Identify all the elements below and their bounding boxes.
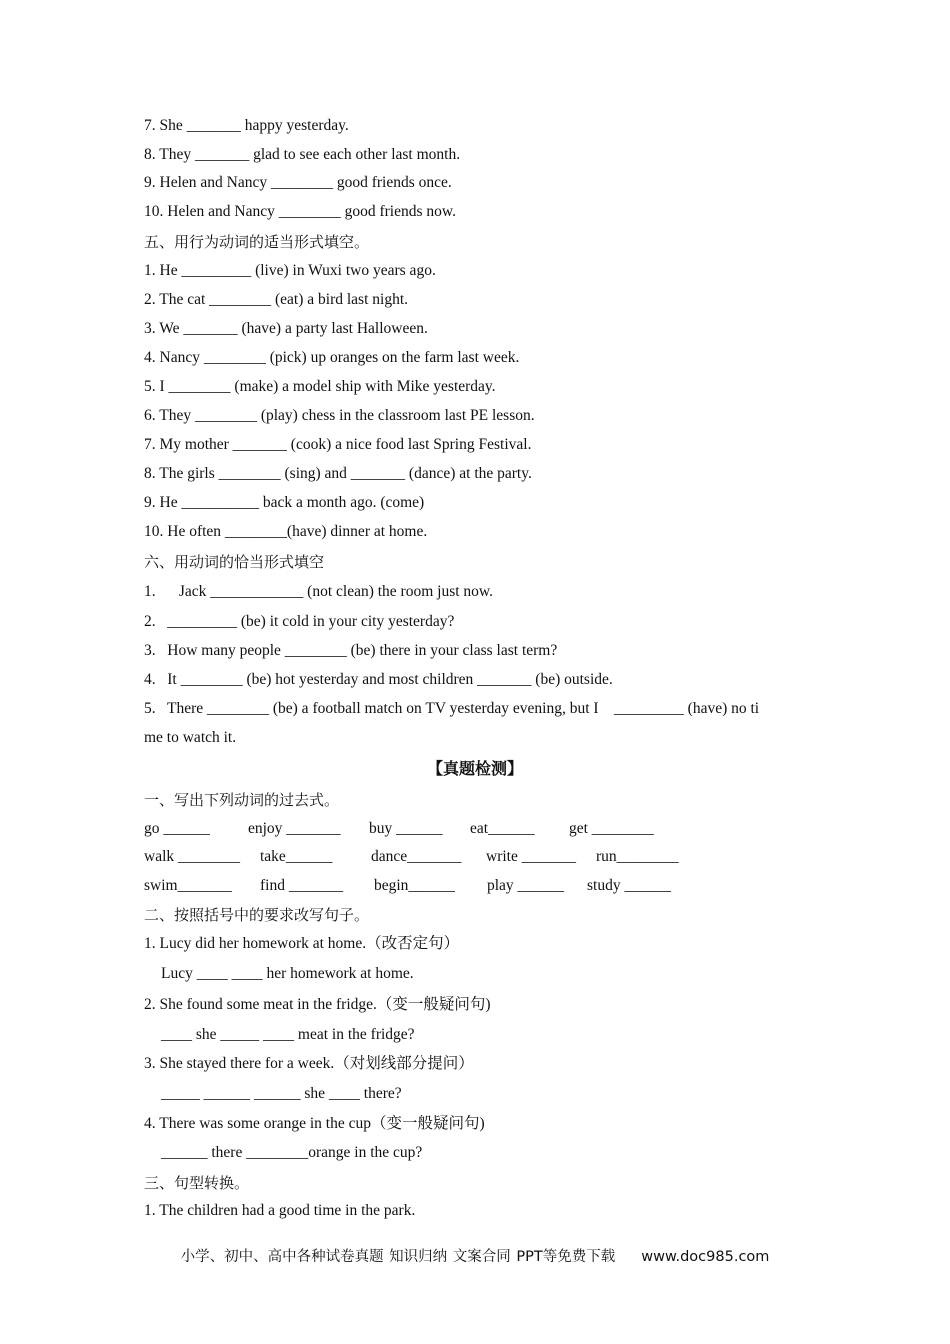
verb-blank: buy ______ bbox=[369, 820, 443, 837]
question-be-10: 10. Helen and Nancy ________ good friends now. bbox=[144, 203, 456, 220]
section-6-heading: 六、用动词的恰当形式填空 bbox=[144, 553, 325, 571]
verb-blank: get ________ bbox=[569, 820, 654, 837]
verb-blank: go ______ bbox=[144, 820, 210, 837]
section-5-heading: 五、用行为动词的适当形式填空。 bbox=[144, 233, 370, 251]
verb-blank: walk ________ bbox=[144, 848, 241, 865]
verb-blank: begin______ bbox=[374, 877, 455, 894]
section-6-item: 5. There ________ (be) a football match on TV yesterday evening, but I _________ (have) no ti bbox=[144, 700, 760, 717]
rewrite-question: 3. She stayed there for a week.（对划线部分提问） bbox=[144, 1055, 474, 1072]
section-6-item: 1. Jack ____________ (not clean) the room just now. bbox=[144, 583, 493, 600]
section-6-item: 2. _________ (be) it cold in your city yesterday? bbox=[144, 613, 455, 630]
verb-blank: take______ bbox=[260, 848, 333, 865]
verb-blank: write _______ bbox=[486, 848, 576, 865]
section-5-item: 2. The cat ________ (eat) a bird last night. bbox=[144, 291, 409, 308]
rewrite-question: 2. She found some meat in the fridge.（变一般疑问句) bbox=[144, 996, 491, 1013]
question-be-7: 7. She _______ happy yesterday. bbox=[144, 117, 349, 134]
section-5-item: 8. The girls ________ (sing) and _______ (dance) at the party. bbox=[144, 465, 532, 482]
rewrite-answer: Lucy ____ ____ her homework at home. bbox=[161, 965, 414, 982]
verb-blank: enjoy _______ bbox=[248, 820, 341, 837]
verb-blank: study ______ bbox=[587, 877, 671, 894]
section-6-item: 4. It ________ (be) hot yesterday and most children _______ (be) outside. bbox=[144, 671, 613, 688]
exam-section-title: 【真题检测】 bbox=[426, 759, 523, 778]
exam-2-heading: 二、按照括号中的要求改写句子。 bbox=[144, 906, 370, 924]
verb-blank: dance_______ bbox=[371, 848, 462, 865]
exam-1-heading: 一、写出下列动词的过去式。 bbox=[144, 791, 340, 809]
rewrite-question: 1. Lucy did her homework at home.（改否定句） bbox=[144, 935, 460, 952]
verb-blank: swim_______ bbox=[144, 877, 232, 894]
question-be-9: 9. Helen and Nancy ________ good friends once. bbox=[144, 174, 452, 191]
question-be-8: 8. They _______ glad to see each other last month. bbox=[144, 146, 461, 163]
footer-text: 小学、初中、高中各种试卷真题 知识归纳 文案合同 PPT等免费下载 bbox=[180, 1249, 616, 1265]
section-5-item: 6. They ________ (play) chess in the classroom last PE lesson. bbox=[144, 407, 535, 424]
verb-blank: play ______ bbox=[487, 877, 565, 894]
section-5-item: 7. My mother _______ (cook) a nice food last Spring Festival. bbox=[144, 436, 532, 453]
section-5-item: 9. He __________ back a month ago. (come) bbox=[144, 494, 425, 511]
rewrite-answer: ______ there ________orange in the cup? bbox=[161, 1144, 423, 1161]
footer-url[interactable]: www.doc985.com bbox=[641, 1249, 770, 1265]
rewrite-question: 4. There was some orange in the cup（变一般疑问句) bbox=[144, 1115, 485, 1132]
section-6-item-continuation: me to watch it. bbox=[144, 729, 237, 746]
rewrite-answer: _____ ______ ______ she ____ there? bbox=[161, 1085, 402, 1102]
section-6-item: 3. How many people ________ (be) there in your class last term? bbox=[144, 642, 558, 659]
rewrite-answer: ____ she _____ ____ meat in the fridge? bbox=[161, 1026, 415, 1043]
verb-blank: eat______ bbox=[470, 820, 535, 837]
section-5-item: 4. Nancy ________ (pick) up oranges on the farm last week. bbox=[144, 349, 520, 366]
section-5-item: 10. He often ________(have) dinner at home. bbox=[144, 523, 428, 540]
exam-3-heading: 三、句型转换。 bbox=[144, 1174, 250, 1192]
section-5-item: 5. I ________ (make) a model ship with Mike yesterday. bbox=[144, 378, 496, 395]
section-5-item: 1. He _________ (live) in Wuxi two years ago. bbox=[144, 262, 436, 279]
page-footer bbox=[0, 1245, 950, 1266]
verb-blank: find _______ bbox=[260, 877, 344, 894]
section-5-item: 3. We _______ (have) a party last Halloween. bbox=[144, 320, 428, 337]
transform-question: 1. The children had a good time in the park. bbox=[144, 1202, 416, 1219]
verb-blank: run________ bbox=[596, 848, 679, 865]
